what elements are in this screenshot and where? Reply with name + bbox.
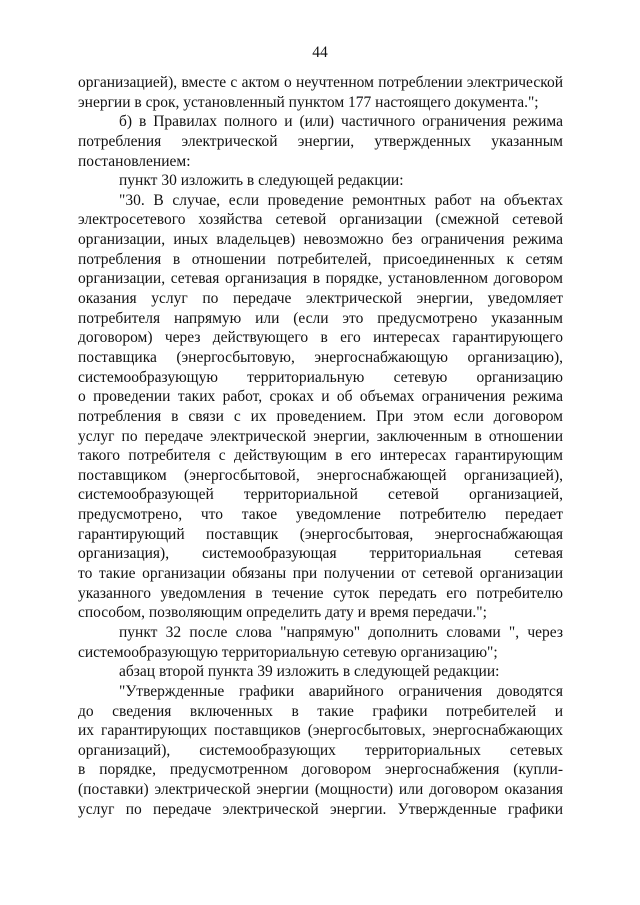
text-line: такого потребителя с действующим в его интересах гарантирующим [78,447,563,465]
text-line: энергии в срок, установленный пунктом 177 настоящего документа."; [78,93,539,111]
text-line: о проведении таких работ, сроках и об объемах ограничения режима [78,388,563,406]
text-line: б) в Правилах полного и (или) частичного ограничения режима [119,113,563,131]
page-number: 44 [312,44,328,61]
text-line: пункт 30 изложить в следующей редакции: [119,172,404,190]
text-line: организация), системообразующая территориальная сетевая [78,545,563,563]
text-line: потребления в отношении потребителей, присоединенных к сетям [78,250,563,268]
document-body-text [78,73,563,819]
text-line: электросетевого хозяйства сетевой организации (смежной сетевой [78,211,563,229]
text-line: указанного уведомления в течение суток передать его потребителю [78,584,563,602]
text-line: до сведения включенных в такие графики потребителей и [78,702,563,720]
text-line: абзац второй пункта 39 изложить в следующей редакции: [119,663,500,681]
text-line: гарантирующий поставщик (энергосбытовая, энергоснабжающая [78,525,563,543]
text-line: договором) через действующего в его интересах гарантирующего [78,329,563,347]
text-line: оказания услуг по передаче электрической энергии, уведомляет [78,290,563,308]
text-line: системообразующей территориальной сетевой организацией, [78,486,563,504]
text-line: потребления в связи с их проведением. При этом если договором [78,407,563,425]
text-line: (поставки) электрической энергии (мощности) или договором оказания [78,781,563,799]
text-line: потребителя напрямую или (если это предусмотрено указанным [78,309,563,327]
text-line: организации, иных владельцев) невозможно без ограничения режима [78,231,563,249]
text-line: системообразующую территориальную сетевую организацию"; [78,643,498,661]
text-line: постановлением: [78,152,191,170]
text-line: поставщиком (энергосбытовой, энергоснабжающей организацией), [78,466,563,484]
text-line: в порядке, предусмотренном договором энергоснабжения (купли- [78,761,563,779]
text-line: организации, сетевая организация в порядке, установленном договором [78,270,563,288]
text-line: предусмотрено, что такое уведомление потребителю передает [78,506,563,524]
text-line: пункт 32 после слова "напрямую" дополнить словами ", через [119,623,563,641]
text-line: потребления электрической энергии, утвержденных указанным [78,132,563,150]
text-line: "Утвержденные графики аварийного ограничения доводятся [119,682,563,700]
text-line: "30. В случае, если проведение ремонтных работ на объектах [119,191,563,209]
text-line: поставщика (энергосбытовую, энергоснабжающую организацию), [78,348,563,366]
text-line: системообразующую территориальную сетевую организацию [78,368,563,386]
text-line: организаций), системообразующих территориальных сетевых [78,741,563,759]
text-line: услуг по передаче электрической энергии, заключенным в отношении [78,427,563,445]
text-line: их гарантирующих поставщиков (энергосбытовых, энергоснабжающих [78,722,563,740]
text-line: организацией), вместе с актом о неучтенном потреблении электрической [78,74,563,91]
text-line: то такие организации обязаны при получении от сетевой организации [78,565,563,583]
text-line: способом, позволяющим определить дату и время передачи."; [78,604,487,622]
text-line: услуг по передаче электрической энергии. Утвержденные графики [78,800,563,818]
